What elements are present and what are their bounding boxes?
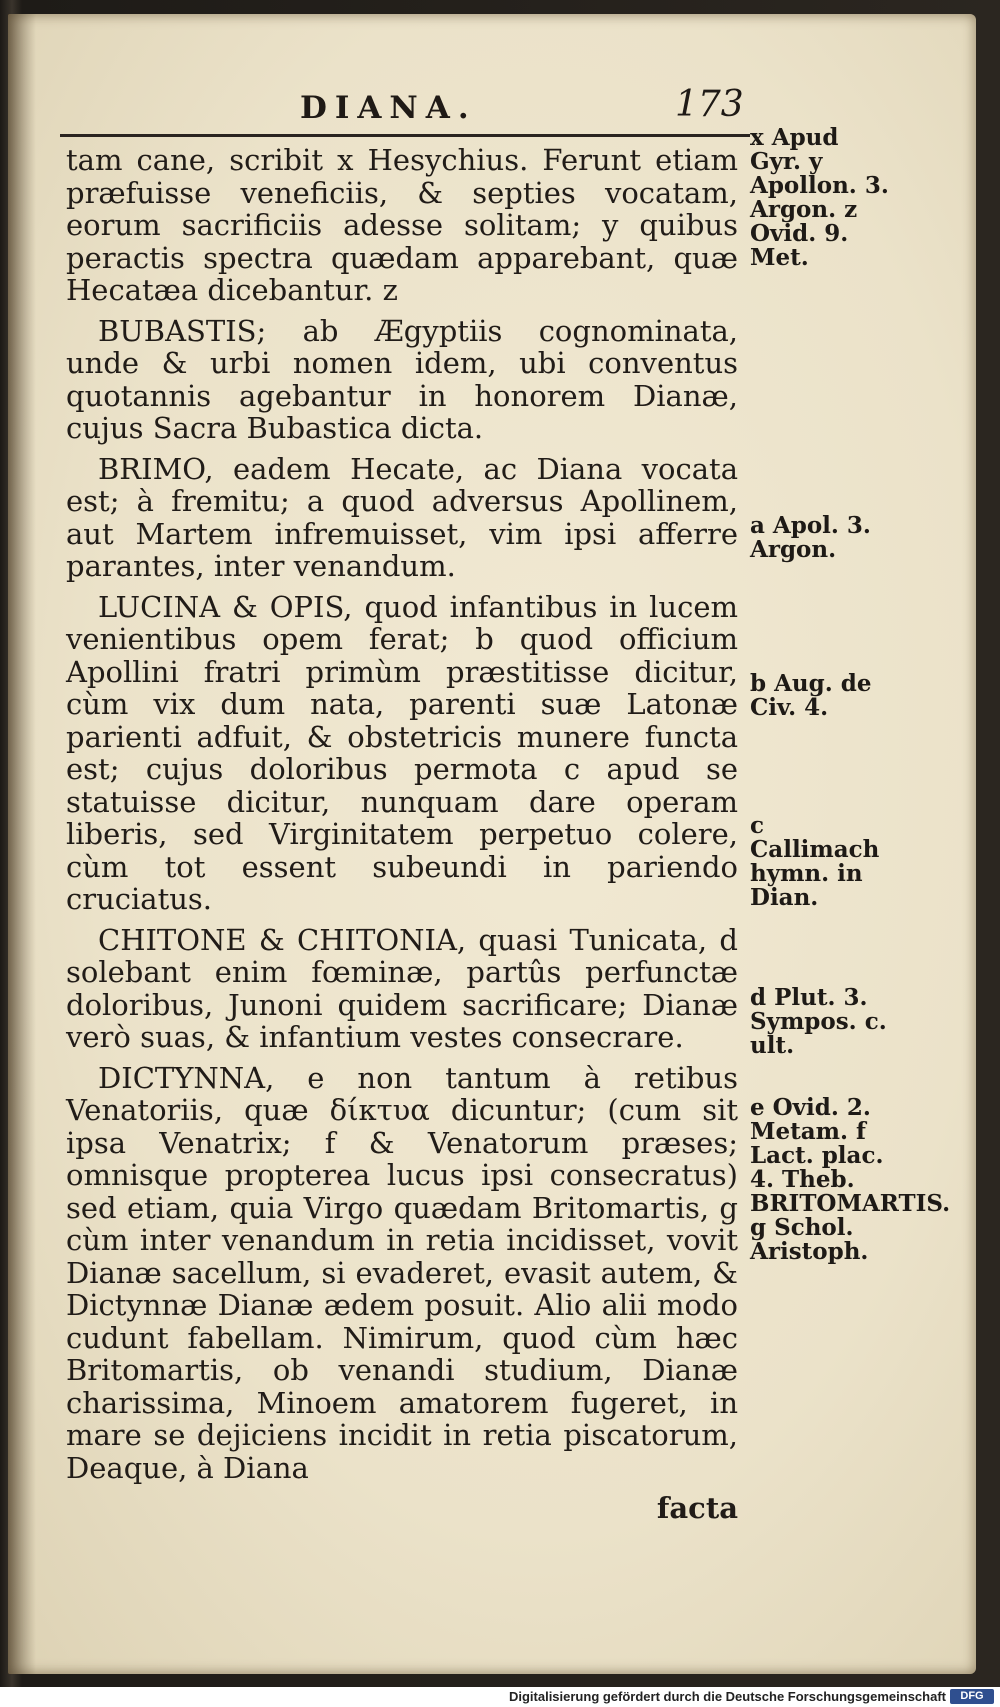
gutter-shadow	[8, 14, 36, 1674]
margin-note-e-f-g: e Ovid. 2. Metam. f Lact. plac. 4. Theb. BRITOMARTIS. g Schol. Aristoph.	[750, 1094, 951, 1265]
paragraph-hesychius: tam cane, scribit x Hesychius. Ferunt etiam præfuisse veneficiis, & septies vocatam, eorum sacrificiis adesse solitam; y quibus peractis spectra quædam apparebant, quæ Hecatæa dicebantur. z	[66, 143, 738, 307]
paragraph-bubastis: BUBASTIS; ab Ægyptiis cognominata, unde & urbi nomen idem, ubi conventus quotannis agebantur in honorem Dianæ, cujus Sacra Bubastica dicta.	[66, 313, 738, 445]
footer-bar	[0, 1687, 1000, 1707]
margin-note-a: a Apol. 3. Argon.	[750, 512, 871, 563]
paragraph-lucina-opis: LUCINA & OPIS, quod infantibus in lucem venientibus opem ferat; b quod officium Apollini fratri primùm præstitisse dicitur, cùm vix dum nata, parenti suæ Latonæ parienti adfuit, & obstetricis munere functa est; cujus doloribus permota c apud se statuisse dicitur, nunquam dare operam liberis, sed Virginitatem perpetuo colere, cùm tot essent subeundi in pariendo cruciatus.	[66, 589, 738, 916]
paragraph-chitone: CHITONE & CHITONIA, quasi Tunicata, d solebant enim fœminæ, partûs perfunctæ doloribus, Junoni quidem sacrificare; Dianæ verò suas, & infantium vestes consecrare.	[66, 922, 738, 1054]
margin-note-c: c Callimach hymn. in Dian.	[750, 812, 880, 911]
paragraph-dictynna: DICTYNNA, e non tantum à retibus Venatoriis, quæ δίκτυα dicuntur; (cum sit ipsa Venatrix; f & Venatorum præses; omnisque propterea lucus ipsi consecratus) sed etiam, quia Virgo quædam Britomartis, g cùm inter venandum in retia incidisset, vovit Dianæ sacellum, si evaderet, evasit autem, & Dictynnæ Dianæ ædem posuit. Alio alii modo cudunt fabellam. Nimirum, quod cùm hæc Britomartis, ob venandi studium, Dianæ charissima, Minoem amatorem fugeret, in mare se dejiciens incidit in retia piscatorum, Deaque, à Diana	[66, 1060, 738, 1485]
main-text	[66, 144, 738, 1533]
margin-note-b: b Aug. de Civ. 4.	[750, 670, 872, 721]
book-page	[8, 14, 976, 1674]
running-header	[60, 82, 750, 137]
page-number: 173	[675, 84, 744, 125]
dfg-logo: DFG	[950, 1689, 994, 1704]
page-title: DIANA.	[300, 90, 477, 126]
funding-credit: Digitalisierung gefördert durch die Deutsche Forschungsgemeinschaft	[508, 1689, 946, 1704]
catchword: facta	[656, 1491, 738, 1525]
margin-note-d: d Plut. 3. Sympos. c. ult.	[750, 984, 887, 1059]
margin-note-x-y-z: x Apud Gyr. y Apollon. 3. Argon. z Ovid. 9. Met.	[750, 124, 889, 271]
paragraph-brimo: BRIMO, eadem Hecate, ac Diana vocata est; à fremitu; a quod adversus Apollinem, aut Martem infremuisset, vim ipsi afferre parantes, inter venandum.	[66, 451, 738, 583]
